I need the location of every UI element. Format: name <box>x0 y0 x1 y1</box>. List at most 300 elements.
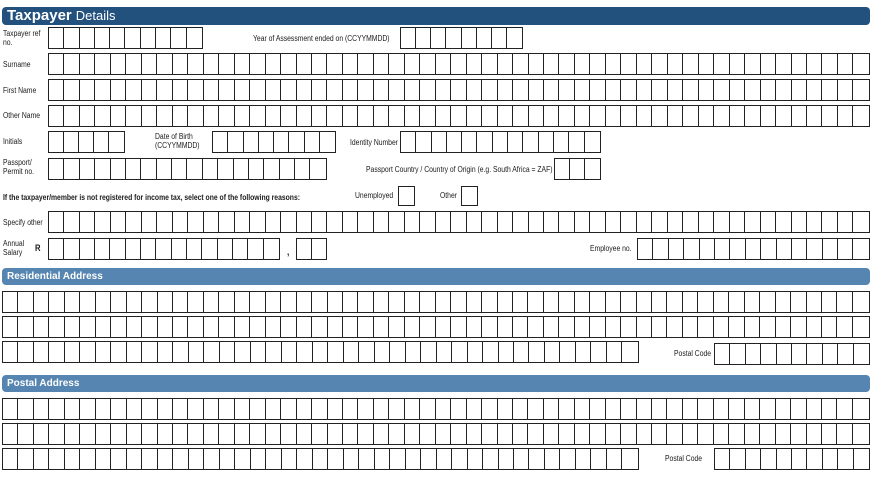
char-box[interactable] <box>171 28 186 48</box>
char-box[interactable] <box>683 54 698 74</box>
char-box[interactable] <box>320 132 335 152</box>
char-box[interactable] <box>64 106 79 126</box>
char-box[interactable] <box>374 54 389 74</box>
char-box[interactable] <box>451 317 466 337</box>
char-box[interactable] <box>807 106 822 126</box>
char-box[interactable] <box>621 106 636 126</box>
char-box[interactable] <box>401 28 416 48</box>
char-box[interactable] <box>80 342 95 362</box>
char-box[interactable] <box>745 292 760 312</box>
char-box[interactable] <box>250 54 265 74</box>
char-box[interactable] <box>34 292 49 312</box>
char-box[interactable] <box>374 106 389 126</box>
char-box[interactable] <box>668 54 683 74</box>
char-box[interactable] <box>389 54 404 74</box>
char-box[interactable] <box>498 399 513 419</box>
char-box[interactable] <box>714 399 729 419</box>
char-box[interactable] <box>729 292 744 312</box>
char-box[interactable] <box>218 159 233 179</box>
char-box[interactable] <box>266 54 281 74</box>
char-box[interactable] <box>220 449 235 469</box>
char-box[interactable] <box>452 449 467 469</box>
char-box[interactable] <box>652 292 667 312</box>
char-box[interactable] <box>715 344 730 364</box>
char-box[interactable] <box>621 317 636 337</box>
char-box[interactable] <box>621 212 636 232</box>
char-box[interactable] <box>576 449 591 469</box>
char-box[interactable] <box>669 239 684 259</box>
char-box[interactable] <box>250 106 265 126</box>
char-box[interactable] <box>683 106 698 126</box>
char-box[interactable] <box>575 54 590 74</box>
char-box[interactable] <box>575 424 590 444</box>
char-box[interactable] <box>451 212 466 232</box>
char-box[interactable] <box>420 317 435 337</box>
char-box[interactable] <box>807 449 822 469</box>
char-box[interactable] <box>529 342 544 362</box>
char-box[interactable] <box>281 424 296 444</box>
char-box[interactable] <box>606 317 621 337</box>
char-box[interactable] <box>807 54 822 74</box>
char-box[interactable] <box>34 424 49 444</box>
char-box[interactable] <box>544 399 559 419</box>
char-box[interactable] <box>838 239 853 259</box>
char-box[interactable] <box>142 80 157 100</box>
char-box[interactable] <box>451 80 466 100</box>
char-box[interactable] <box>405 54 420 74</box>
char-box[interactable] <box>729 424 744 444</box>
char-box[interactable] <box>126 80 141 100</box>
char-box[interactable] <box>447 132 462 152</box>
char-box[interactable] <box>436 317 451 337</box>
char-box[interactable] <box>49 239 64 259</box>
char-box[interactable] <box>467 54 482 74</box>
char-box[interactable] <box>189 449 204 469</box>
char-box[interactable] <box>250 80 265 100</box>
char-box[interactable] <box>173 106 188 126</box>
char-box[interactable] <box>95 28 110 48</box>
char-box[interactable] <box>374 212 389 232</box>
char-box[interactable] <box>358 80 373 100</box>
char-box[interactable] <box>297 292 312 312</box>
char-box[interactable] <box>64 54 79 74</box>
char-box[interactable] <box>730 449 745 469</box>
char-box[interactable] <box>327 106 342 126</box>
char-box[interactable] <box>482 80 497 100</box>
char-box[interactable] <box>746 449 761 469</box>
char-box[interactable] <box>65 399 80 419</box>
char-box[interactable] <box>498 106 513 126</box>
char-box[interactable] <box>109 132 124 152</box>
char-box[interactable] <box>219 54 234 74</box>
char-box[interactable] <box>498 424 513 444</box>
char-box[interactable] <box>467 424 482 444</box>
char-box[interactable] <box>730 106 745 126</box>
char-box[interactable] <box>559 424 574 444</box>
char-box[interactable] <box>327 80 342 100</box>
char-box[interactable] <box>416 132 431 152</box>
char-box[interactable] <box>96 342 111 362</box>
char-box[interactable] <box>310 159 325 179</box>
char-box[interactable] <box>591 342 606 362</box>
char-box[interactable] <box>49 159 64 179</box>
char-box[interactable] <box>18 317 33 337</box>
char-box[interactable] <box>65 424 80 444</box>
char-box[interactable] <box>95 212 110 232</box>
char-box[interactable] <box>777 239 792 259</box>
char-box[interactable] <box>451 292 466 312</box>
char-box[interactable] <box>698 292 713 312</box>
char-box[interactable] <box>343 106 358 126</box>
char-box[interactable] <box>65 292 80 312</box>
char-box[interactable] <box>111 449 126 469</box>
char-box[interactable] <box>142 449 157 469</box>
char-box[interactable] <box>358 106 373 126</box>
char-box[interactable] <box>838 449 853 469</box>
char-box[interactable] <box>204 106 219 126</box>
char-box[interactable] <box>468 449 483 469</box>
char-box[interactable] <box>667 424 682 444</box>
char-box[interactable] <box>776 106 791 126</box>
char-box[interactable] <box>259 132 274 152</box>
char-box[interactable] <box>111 80 126 100</box>
initials-input[interactable] <box>48 131 125 153</box>
char-box[interactable] <box>49 342 64 362</box>
char-box[interactable] <box>606 424 621 444</box>
char-box[interactable] <box>297 317 312 337</box>
char-box[interactable] <box>714 424 729 444</box>
char-box[interactable] <box>837 292 852 312</box>
char-box[interactable] <box>807 344 822 364</box>
char-box[interactable] <box>652 424 667 444</box>
char-box[interactable] <box>745 424 760 444</box>
char-box[interactable] <box>760 399 775 419</box>
char-box[interactable] <box>157 212 172 232</box>
char-box[interactable] <box>714 106 729 126</box>
char-box[interactable] <box>173 424 188 444</box>
char-box[interactable] <box>590 292 605 312</box>
char-box[interactable] <box>219 106 234 126</box>
char-box[interactable] <box>700 239 715 259</box>
char-box[interactable] <box>157 80 172 100</box>
char-box[interactable] <box>420 424 435 444</box>
char-box[interactable] <box>776 399 791 419</box>
char-box[interactable] <box>158 342 173 362</box>
char-box[interactable] <box>204 292 219 312</box>
char-box[interactable] <box>234 159 249 179</box>
char-box[interactable] <box>559 399 574 419</box>
unemployed-checkbox[interactable] <box>398 186 415 206</box>
char-box[interactable] <box>575 292 590 312</box>
char-box[interactable] <box>219 424 234 444</box>
char-box[interactable] <box>853 317 868 337</box>
char-box[interactable] <box>219 399 234 419</box>
char-box[interactable] <box>792 239 807 259</box>
char-box[interactable] <box>822 80 837 100</box>
char-box[interactable] <box>142 424 157 444</box>
char-box[interactable] <box>637 54 652 74</box>
char-box[interactable] <box>607 449 622 469</box>
char-box[interactable] <box>219 80 234 100</box>
char-box[interactable] <box>637 399 652 419</box>
char-box[interactable] <box>249 159 264 179</box>
char-box[interactable] <box>374 292 389 312</box>
char-box[interactable] <box>406 342 421 362</box>
char-box[interactable] <box>776 317 791 337</box>
char-box[interactable] <box>328 342 343 362</box>
char-box[interactable] <box>157 159 172 179</box>
char-box[interactable] <box>80 239 95 259</box>
char-box[interactable] <box>266 317 281 337</box>
char-box[interactable] <box>110 239 125 259</box>
char-box[interactable] <box>514 342 529 362</box>
char-box[interactable] <box>34 317 49 337</box>
char-box[interactable] <box>482 54 497 74</box>
char-box[interactable] <box>266 292 281 312</box>
char-box[interactable] <box>126 159 141 179</box>
annual-salary-cents-input[interactable] <box>296 238 327 260</box>
char-box[interactable] <box>18 399 33 419</box>
char-box[interactable] <box>157 106 172 126</box>
char-box[interactable] <box>621 424 636 444</box>
other-name-input[interactable] <box>48 105 870 127</box>
char-box[interactable] <box>204 424 219 444</box>
char-box[interactable] <box>730 344 745 364</box>
char-box[interactable] <box>652 317 667 337</box>
char-box[interactable] <box>312 317 327 337</box>
char-box[interactable] <box>714 212 729 232</box>
char-box[interactable] <box>80 80 95 100</box>
char-box[interactable] <box>508 132 523 152</box>
char-box[interactable] <box>823 449 838 469</box>
char-box[interactable] <box>467 399 482 419</box>
char-box[interactable] <box>807 239 822 259</box>
char-box[interactable] <box>110 28 125 48</box>
char-box[interactable] <box>64 239 79 259</box>
char-box[interactable] <box>436 292 451 312</box>
char-box[interactable] <box>251 342 266 362</box>
char-box[interactable] <box>18 449 33 469</box>
char-box[interactable] <box>699 54 714 74</box>
char-box[interactable] <box>244 132 259 152</box>
char-box[interactable] <box>126 239 141 259</box>
char-box[interactable] <box>653 239 668 259</box>
char-box[interactable] <box>622 342 637 362</box>
char-box[interactable] <box>297 106 312 126</box>
char-box[interactable] <box>745 106 760 126</box>
char-box[interactable] <box>3 449 18 469</box>
char-box[interactable] <box>514 449 529 469</box>
char-box[interactable] <box>189 342 204 362</box>
char-box[interactable] <box>142 399 157 419</box>
char-box[interactable] <box>699 106 714 126</box>
char-box[interactable] <box>745 54 760 74</box>
char-box[interactable] <box>606 212 621 232</box>
char-box[interactable] <box>437 449 452 469</box>
char-box[interactable] <box>745 80 760 100</box>
char-box[interactable] <box>683 292 698 312</box>
char-box[interactable] <box>204 342 219 362</box>
char-box[interactable] <box>250 317 265 337</box>
char-box[interactable] <box>405 80 420 100</box>
char-box[interactable] <box>64 28 79 48</box>
char-box[interactable] <box>228 132 243 152</box>
char-box[interactable] <box>343 80 358 100</box>
char-box[interactable] <box>544 424 559 444</box>
char-box[interactable] <box>590 317 605 337</box>
char-box[interactable] <box>554 132 569 152</box>
char-box[interactable] <box>544 317 559 337</box>
char-box[interactable] <box>698 399 713 419</box>
char-box[interactable] <box>838 54 853 74</box>
char-box[interactable] <box>173 212 188 232</box>
char-box[interactable] <box>854 449 869 469</box>
char-box[interactable] <box>297 342 312 362</box>
char-box[interactable] <box>559 80 574 100</box>
char-box[interactable] <box>305 132 320 152</box>
passport-country-input[interactable] <box>554 158 601 180</box>
char-box[interactable] <box>65 342 80 362</box>
char-box[interactable] <box>513 292 528 312</box>
char-box[interactable] <box>714 292 729 312</box>
char-box[interactable] <box>266 399 281 419</box>
char-box[interactable] <box>853 239 868 259</box>
char-box[interactable] <box>715 239 730 259</box>
char-box[interactable] <box>761 106 776 126</box>
char-box[interactable] <box>281 292 296 312</box>
char-box[interactable] <box>359 449 374 469</box>
char-box[interactable] <box>451 106 466 126</box>
char-box[interactable] <box>523 132 538 152</box>
char-box[interactable] <box>297 239 312 259</box>
char-box[interactable] <box>297 80 312 100</box>
char-box[interactable] <box>436 106 451 126</box>
char-box[interactable] <box>683 212 698 232</box>
char-box[interactable] <box>667 399 682 419</box>
char-box[interactable] <box>699 80 714 100</box>
char-box[interactable] <box>513 106 528 126</box>
char-box[interactable] <box>467 212 482 232</box>
char-box[interactable] <box>437 342 452 362</box>
char-box[interactable] <box>498 212 513 232</box>
char-box[interactable] <box>374 424 389 444</box>
postal-address-line-3[interactable] <box>2 448 639 470</box>
char-box[interactable] <box>80 317 95 337</box>
char-box[interactable] <box>281 399 296 419</box>
char-box[interactable] <box>730 212 745 232</box>
char-box[interactable] <box>477 132 492 152</box>
char-box[interactable] <box>467 80 482 100</box>
char-box[interactable] <box>570 159 585 179</box>
char-box[interactable] <box>156 239 171 259</box>
char-box[interactable] <box>374 80 389 100</box>
char-box[interactable] <box>451 424 466 444</box>
char-box[interactable] <box>3 317 18 337</box>
char-box[interactable] <box>559 106 574 126</box>
char-box[interactable] <box>730 80 745 100</box>
char-box[interactable] <box>405 106 420 126</box>
char-box[interactable] <box>436 212 451 232</box>
char-box[interactable] <box>204 449 219 469</box>
char-box[interactable] <box>111 399 126 419</box>
char-box[interactable] <box>513 54 528 74</box>
char-box[interactable] <box>95 159 110 179</box>
char-box[interactable] <box>64 80 79 100</box>
char-box[interactable] <box>544 54 559 74</box>
char-box[interactable] <box>776 424 791 444</box>
char-box[interactable] <box>807 424 822 444</box>
char-box[interactable] <box>142 212 157 232</box>
char-box[interactable] <box>493 132 508 152</box>
char-box[interactable] <box>652 212 667 232</box>
char-box[interactable] <box>837 399 852 419</box>
char-box[interactable] <box>173 54 188 74</box>
char-box[interactable] <box>49 28 64 48</box>
char-box[interactable] <box>188 80 203 100</box>
char-box[interactable] <box>266 80 281 100</box>
char-box[interactable] <box>791 292 806 312</box>
char-box[interactable] <box>498 317 513 337</box>
char-box[interactable] <box>126 106 141 126</box>
char-box[interactable] <box>49 80 64 100</box>
char-box[interactable] <box>405 424 420 444</box>
char-box[interactable] <box>96 292 111 312</box>
char-box[interactable] <box>761 212 776 232</box>
char-box[interactable] <box>127 317 142 337</box>
char-box[interactable] <box>745 317 760 337</box>
char-box[interactable] <box>374 317 389 337</box>
char-box[interactable] <box>358 212 373 232</box>
char-box[interactable] <box>492 28 507 48</box>
postal-address-line-1[interactable] <box>2 398 870 420</box>
char-box[interactable] <box>312 399 327 419</box>
char-box[interactable] <box>559 317 574 337</box>
char-box[interactable] <box>745 399 760 419</box>
char-box[interactable] <box>18 342 33 362</box>
char-box[interactable] <box>188 106 203 126</box>
char-box[interactable] <box>173 292 188 312</box>
char-box[interactable] <box>853 424 868 444</box>
char-box[interactable] <box>359 342 374 362</box>
annual-salary-input[interactable] <box>48 238 280 260</box>
char-box[interactable] <box>158 424 173 444</box>
char-box[interactable] <box>467 106 482 126</box>
char-box[interactable] <box>111 424 126 444</box>
char-box[interactable] <box>590 80 605 100</box>
char-box[interactable] <box>343 317 358 337</box>
char-box[interactable] <box>49 317 64 337</box>
char-box[interactable] <box>853 54 868 74</box>
char-box[interactable] <box>281 106 296 126</box>
char-box[interactable] <box>853 106 868 126</box>
char-box[interactable] <box>807 317 822 337</box>
char-box[interactable] <box>637 317 652 337</box>
char-box[interactable] <box>297 212 312 232</box>
char-box[interactable] <box>761 344 776 364</box>
char-box[interactable] <box>667 292 682 312</box>
char-box[interactable] <box>559 292 574 312</box>
char-box[interactable] <box>760 317 775 337</box>
char-box[interactable] <box>777 449 792 469</box>
char-box[interactable] <box>142 317 157 337</box>
char-box[interactable] <box>358 317 373 337</box>
char-box[interactable] <box>575 399 590 419</box>
char-box[interactable] <box>432 132 447 152</box>
char-box[interactable] <box>344 342 359 362</box>
char-box[interactable] <box>854 344 869 364</box>
residential-postal-code-input[interactable] <box>714 343 870 365</box>
char-box[interactable] <box>158 292 173 312</box>
